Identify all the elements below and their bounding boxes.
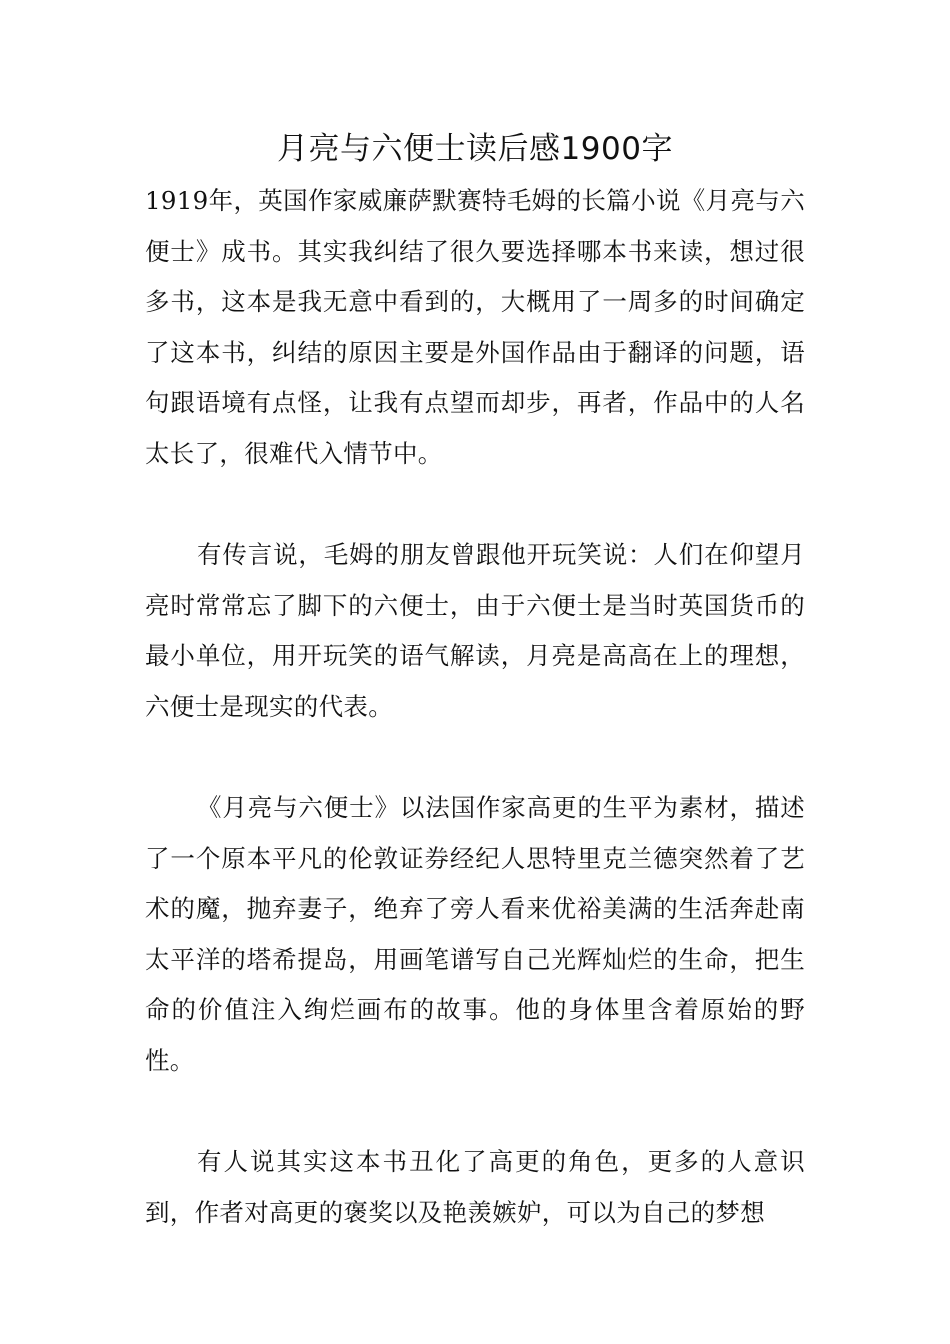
paragraph-gap	[145, 1086, 805, 1137]
document-title: 月亮与六便士读后感1900字	[277, 131, 673, 167]
paragraph-gap	[145, 732, 805, 783]
document-body	[145, 176, 805, 1238]
paragraph-1: 1919年，英国作家威廉萨默赛特毛姆的长篇小说《月亮与六便士》成书。其实我纠结了很久要选择哪本书来读，想过很多书，这本是我无意中看到的，大概用了一周多的时间确定了这本书，纠结的原因主要是外国作品由于翻译的问题，语句跟语境有点怪，让我有点望而却步，再者，作品中的人名太长了，很难代入情节中。	[145, 186, 805, 468]
paragraph-gap	[145, 479, 805, 530]
paragraph-2: 有传言说，毛姆的朋友曾跟他开玩笑说：人们在仰望月亮时常常忘了脚下的六便士，由于六便士是当时英国货币的最小单位，用开玩笑的语气解读，月亮是高高在上的理想，六便士是现实的代表。	[145, 540, 805, 721]
paragraph-3: 《月亮与六便士》以法国作家高更的生平为素材，描述了一个原本平凡的伦敦证券经纪人思特里克兰德突然着了艺术的魔，抛弃妻子，绝弃了旁人看来优裕美满的生活奔赴南太平洋的塔希提岛，用画笔谱写自己光辉灿烂的生命，把生命的价值注入绚烂画布的故事。他的身体里含着原始的野性。	[145, 793, 805, 1075]
paragraph-4: 有人说其实这本书丑化了高更的角色，更多的人意识到，作者对高更的褒奖以及艳羡嫉妒，可以为自己的梦想	[145, 1147, 805, 1227]
